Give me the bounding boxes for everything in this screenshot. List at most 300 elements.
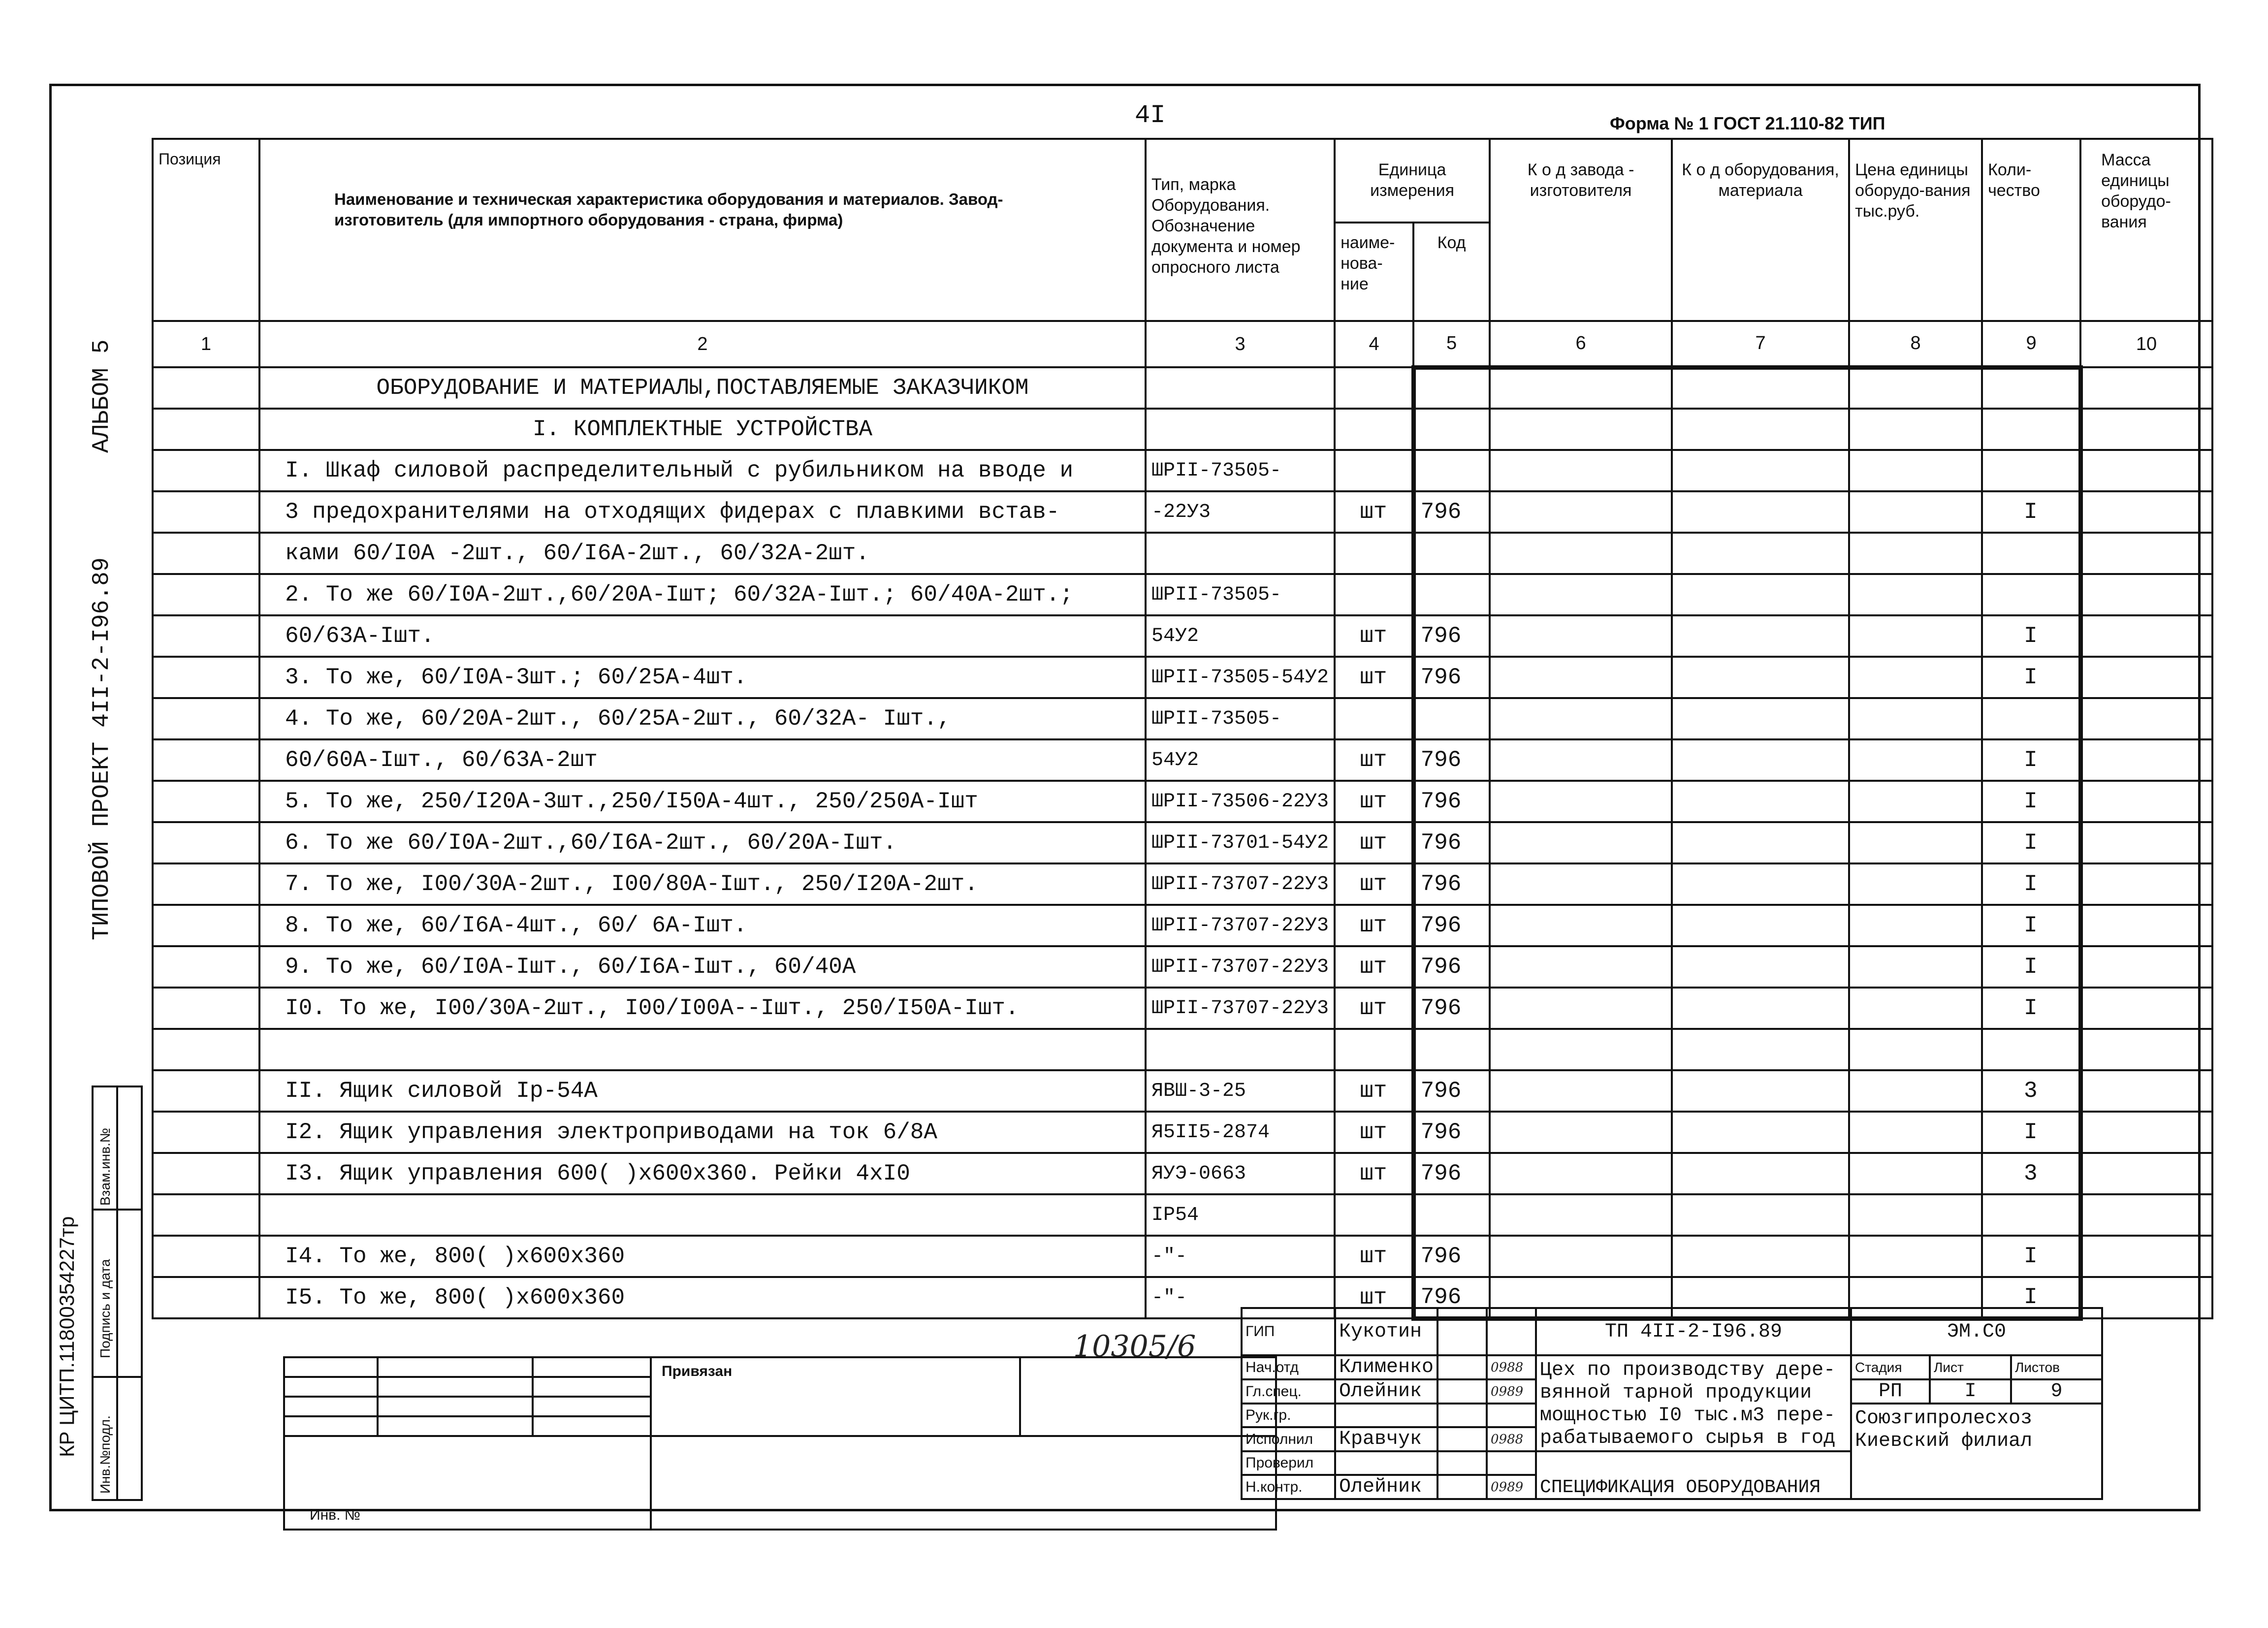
plant-code-cell (1490, 491, 1672, 533)
plant-code-cell (1490, 574, 1672, 615)
mass-cell (2080, 409, 2212, 450)
equip-code-cell (1672, 905, 1849, 946)
col-num: 8 (1849, 321, 1982, 367)
col-num: 4 (1335, 321, 1413, 367)
name-cell: 5. То же, 250/I20А-3шт.,250/I50А-4шт., 250/250А-Iшт (259, 781, 1146, 822)
pos-cell (153, 863, 259, 905)
plant-code-cell (1490, 863, 1672, 905)
unit-code-cell: 796 (1413, 988, 1490, 1029)
unit-cell (1335, 574, 1413, 615)
stamp-signature (1437, 1404, 1487, 1427)
table-row (153, 781, 2212, 822)
stamp-signature (1437, 1475, 1487, 1499)
type-cell (1146, 533, 1335, 574)
type-cell: ШРII-73505- (1146, 574, 1335, 615)
price-cell (1849, 1112, 1982, 1153)
unit-cell (1335, 1194, 1413, 1236)
mass-cell (2080, 781, 2212, 822)
inv-podl-label: Инв.№подл. (97, 1415, 113, 1494)
price-cell (1849, 698, 1982, 739)
col-num: 2 (259, 321, 1146, 367)
col-num: 6 (1490, 321, 1672, 367)
equip-code-cell (1672, 1070, 1849, 1112)
type-cell (1146, 367, 1335, 409)
name-cell: 60/60А-Iшт., 60/63А-2шт (259, 739, 1146, 781)
equip-code-cell (1672, 698, 1849, 739)
copy-code: КР ЦИТП.11800354227тр (55, 1216, 78, 1457)
name-cell: 7. То же, I00/30А-2шт., I00/80А-Iшт., 250/I20А-2шт. (259, 863, 1146, 905)
stamp-row (1242, 1355, 2102, 1379)
name-cell: 60/63А-Iшт. (259, 615, 1146, 657)
equip-code-cell (1672, 863, 1849, 905)
table-row (153, 1236, 2212, 1277)
mass-cell (2080, 739, 2212, 781)
table-row (153, 533, 2212, 574)
equip-code-cell (1672, 946, 1849, 988)
stamp-signature (1437, 1451, 1487, 1475)
qty-cell: I (1982, 905, 2080, 946)
header-plant-code: К о д завода - изготовителя (1490, 139, 1672, 321)
price-cell (1849, 409, 1982, 450)
pos-cell (153, 1277, 259, 1318)
table-row (153, 988, 2212, 1029)
qty-cell: I (1982, 988, 2080, 1029)
plant-code-cell (1490, 822, 1672, 863)
unit-cell: шт (1335, 491, 1413, 533)
privyazan-block (283, 1356, 1277, 1531)
table-row (153, 450, 2212, 491)
plant-code-cell (1490, 1153, 1672, 1194)
name-cell: I5. То же, 800( )х600х360 (259, 1277, 1146, 1318)
name-cell: ками 60/I0А -2шт., 60/I6А-2шт., 60/32А-2шт. (259, 533, 1146, 574)
header-price: Цена единицы оборудо-вания тыс.руб. (1849, 139, 1982, 321)
column-number-row (153, 321, 2212, 367)
price-cell (1849, 1070, 1982, 1112)
unit-code-cell (1413, 1194, 1490, 1236)
qty-cell (1982, 698, 2080, 739)
qty-cell: I (1982, 739, 2080, 781)
qty-cell: 3 (1982, 1153, 2080, 1194)
unit-cell: шт (1335, 863, 1413, 905)
pos-cell (153, 1153, 259, 1194)
type-cell: ШРII-73505-54У2 (1146, 657, 1335, 698)
type-cell: 54У2 (1146, 739, 1335, 781)
name-cell: I4. То же, 800( )х600х360 (259, 1236, 1146, 1277)
stamp-date: 0988 (1487, 1355, 1536, 1379)
unit-code-cell: 796 (1413, 1070, 1490, 1112)
pos-cell (153, 533, 259, 574)
mass-cell (2080, 574, 2212, 615)
plant-code-cell (1490, 1194, 1672, 1236)
type-cell: ШРII-73707-22У3 (1146, 946, 1335, 988)
unit-code-cell (1413, 367, 1490, 409)
object-title-line: вянной тарной продукции (1540, 1382, 1812, 1404)
price-cell (1849, 1194, 1982, 1236)
type-cell: -"- (1146, 1277, 1335, 1318)
qty-cell: I (1982, 657, 2080, 698)
pos-cell (153, 491, 259, 533)
unit-cell: шт (1335, 1112, 1413, 1153)
qty-cell: I (1982, 491, 2080, 533)
plant-code-cell (1490, 450, 1672, 491)
col-num: 5 (1413, 321, 1490, 367)
mass-cell (2080, 491, 2212, 533)
type-cell: ШРII-73707-22У3 (1146, 863, 1335, 905)
plant-code-cell (1490, 905, 1672, 946)
unit-code-cell: 796 (1413, 1112, 1490, 1153)
stamp-date: 0989 (1487, 1379, 1536, 1404)
pos-cell (153, 1070, 259, 1112)
stamp-name: Олейник (1335, 1475, 1437, 1499)
object-title-line: Цех по производству дере- (1540, 1359, 1836, 1381)
specification-table (152, 138, 2213, 1321)
pos-cell (153, 450, 259, 491)
stamp-signature (1437, 1427, 1487, 1451)
type-cell: -22У3 (1146, 491, 1335, 533)
equip-code-cell (1672, 615, 1849, 657)
unit-cell: шт (1335, 1277, 1413, 1318)
name-cell (259, 1194, 1146, 1236)
price-cell (1849, 450, 1982, 491)
unit-cell: шт (1335, 905, 1413, 946)
podpis-data-label: Подпись и дата (97, 1259, 113, 1358)
unit-code-cell: 796 (1413, 657, 1490, 698)
stadia-label: Стадия (1851, 1355, 1930, 1379)
equip-code-cell (1672, 1236, 1849, 1277)
type-cell: IР54 (1146, 1194, 1335, 1236)
mass-cell (2080, 1153, 2212, 1194)
name-cell: I. КОМПЛЕКТНЫЕ УСТРОЙСТВА (259, 409, 1146, 450)
podpis-data-cell (93, 1210, 117, 1377)
unit-code-cell (1413, 533, 1490, 574)
stamp-name: Клименко (1335, 1355, 1437, 1379)
col-num: 9 (1982, 321, 2080, 367)
stadia-value: РП (1851, 1379, 1930, 1404)
mass-cell (2080, 1236, 2212, 1277)
plant-code-cell (1490, 1112, 1672, 1153)
vzam-inv-label: Взам.инв.№ (97, 1128, 113, 1206)
object-title-line: мощностью I0 тыс.м3 пере- (1540, 1405, 1836, 1427)
equip-code-cell (1672, 450, 1849, 491)
unit-code-cell: 796 (1413, 1277, 1490, 1318)
stamp-role: Нач.отд (1242, 1355, 1335, 1379)
vzam-inv-cell (93, 1086, 117, 1210)
price-cell (1849, 367, 1982, 409)
header-equip-code: К о д оборудования, материала (1672, 139, 1849, 321)
pos-cell (153, 657, 259, 698)
name-cell: I3. Ящик управления 600( )х600х360. Рейки 4хI0 (259, 1153, 1146, 1194)
type-cell: ШРII-73505- (1146, 450, 1335, 491)
stamp-date (1487, 1308, 1536, 1355)
stamp-name: Олейник (1335, 1379, 1437, 1404)
stamp-name (1335, 1404, 1437, 1427)
unit-code-cell: 796 (1413, 905, 1490, 946)
qty-cell (1982, 450, 2080, 491)
organization-line: Союзгипролесхоз (1855, 1407, 2033, 1430)
unit-code-cell: 796 (1413, 863, 1490, 905)
header-position: Позиция (153, 139, 259, 321)
name-cell: 2. То же 60/I0А-2шт.,60/20А-Iшт; 60/32А-Iшт.; 60/40А-2шт.; (259, 574, 1146, 615)
header-name: Наименование и техническая характеристика оборудования и материалов. Завод-изготовитель (для импортного оборудования - страна, фирма) (259, 139, 1146, 321)
project-label: ТИПОВОЙ ПРОЕКТ 4II-2-I96.89 (89, 557, 115, 940)
mass-cell (2080, 1029, 2212, 1070)
stamp-date: 0988 (1487, 1427, 1536, 1451)
stamp-signature (1437, 1355, 1487, 1379)
document-title: СПЕЦИФИКАЦИЯ ОБОРУДОВАНИЯ (1536, 1451, 1851, 1499)
name-cell (259, 1029, 1146, 1070)
unit-code-cell: 796 (1413, 946, 1490, 988)
plant-code-cell (1490, 739, 1672, 781)
type-cell (1146, 1029, 1335, 1070)
price-cell (1849, 533, 1982, 574)
table-row (153, 863, 2212, 905)
name-cell: I2. Ящик управления электроприводами на ток 6/8А (259, 1112, 1146, 1153)
table-row (153, 657, 2212, 698)
qty-cell: 3 (1982, 1070, 2080, 1112)
pos-cell (153, 409, 259, 450)
table-row (153, 1029, 2212, 1070)
form-label: Форма № 1 ГОСТ 21.110-82 ТИП (1610, 113, 1885, 133)
stamp-role: Рук.гр. (1242, 1404, 1335, 1427)
qty-cell: I (1982, 863, 2080, 905)
qty-cell (1982, 409, 2080, 450)
qty-cell: I (1982, 781, 2080, 822)
unit-cell: шт (1335, 822, 1413, 863)
table-row (153, 1153, 2212, 1194)
equip-code-cell (1672, 822, 1849, 863)
mass-cell (2080, 946, 2212, 988)
stamp-role: Исполнил (1242, 1427, 1335, 1451)
name-cell: I0. То же, I00/30А-2шт., I00/I00А--Iшт., 250/I50А-Iшт. (259, 988, 1146, 1029)
table-row (153, 1112, 2212, 1153)
mass-cell (2080, 1194, 2212, 1236)
specification-body (153, 367, 2212, 1318)
equip-code-cell (1672, 533, 1849, 574)
table-row (153, 698, 2212, 739)
unit-code-cell: 796 (1413, 1236, 1490, 1277)
stamp-role: ГИП (1242, 1308, 1335, 1355)
plant-code-cell (1490, 946, 1672, 988)
unit-cell: шт (1335, 946, 1413, 988)
unit-cell: шт (1335, 739, 1413, 781)
title-block (1241, 1307, 2103, 1500)
mass-cell (2080, 1070, 2212, 1112)
unit-code-cell (1413, 574, 1490, 615)
unit-cell: шт (1335, 1236, 1413, 1277)
qty-cell (1982, 1194, 2080, 1236)
unit-code-cell: 796 (1413, 739, 1490, 781)
col-num: 3 (1146, 321, 1335, 367)
plant-code-cell (1490, 533, 1672, 574)
price-cell (1849, 1029, 1982, 1070)
plant-code-cell (1490, 1070, 1672, 1112)
album-label: АЛЬБОМ 5 (89, 339, 115, 453)
price-cell (1849, 822, 1982, 863)
equip-code-cell (1672, 1029, 1849, 1070)
price-cell (1849, 946, 1982, 988)
header-qty: Коли-чество (1982, 139, 2080, 321)
equip-code-cell (1672, 1112, 1849, 1153)
type-cell: ЯВШ-3-25 (1146, 1070, 1335, 1112)
price-cell (1849, 574, 1982, 615)
pos-cell (153, 781, 259, 822)
plant-code-cell (1490, 615, 1672, 657)
unit-cell (1335, 698, 1413, 739)
object-title-line: рабатываемого сырья в год (1540, 1427, 1836, 1449)
stamp-date (1487, 1404, 1536, 1427)
mass-cell (2080, 905, 2212, 946)
price-cell (1849, 1153, 1982, 1194)
plant-code-cell (1490, 1029, 1672, 1070)
mass-cell (2080, 615, 2212, 657)
stamp-role: Проверил (1242, 1451, 1335, 1475)
unit-code-cell: 796 (1413, 491, 1490, 533)
unit-cell: шт (1335, 1153, 1413, 1194)
table-row (153, 574, 2212, 615)
equip-code-cell (1672, 988, 1849, 1029)
name-cell: ОБОРУДОВАНИЕ И МАТЕРИАЛЫ,ПОСТАВЛЯЕМЫЕ ЗАКАЗЧИКОМ (259, 367, 1146, 409)
price-cell (1849, 491, 1982, 533)
approval-sidebox (92, 1085, 143, 1501)
unit-code-cell: 796 (1413, 822, 1490, 863)
doc-code: ТП 4II-2-I96.89 (1536, 1308, 1851, 1355)
privyazan-label: Привязан (651, 1357, 1020, 1436)
list-value: I (1930, 1379, 2011, 1404)
pos-cell (153, 574, 259, 615)
stamp-date (1487, 1451, 1536, 1475)
table-row (153, 905, 2212, 946)
organization (1851, 1404, 2102, 1499)
price-cell (1849, 615, 1982, 657)
mass-cell (2080, 698, 2212, 739)
pos-cell (153, 698, 259, 739)
equip-code-cell (1672, 367, 1849, 409)
type-cell: 54У2 (1146, 615, 1335, 657)
equip-code-cell (1672, 739, 1849, 781)
pos-cell (153, 739, 259, 781)
type-cell: ШРII-73505- (1146, 698, 1335, 739)
table-row (153, 1194, 2212, 1236)
name-cell: 9. То же, 60/I0А-Iшт., 60/I6А-Iшт., 60/40А (259, 946, 1146, 988)
unit-code-cell: 796 (1413, 1153, 1490, 1194)
sheet-code: ЭМ.С0 (1851, 1308, 2102, 1355)
price-cell (1849, 781, 1982, 822)
type-cell: ШРII-73707-22У3 (1146, 905, 1335, 946)
pos-cell (153, 988, 259, 1029)
equip-code-cell (1672, 1153, 1849, 1194)
name-cell: 6. То же 60/I0А-2шт.,60/I6А-2шт., 60/20А-Iшт. (259, 822, 1146, 863)
price-cell (1849, 657, 1982, 698)
header-unit: Единица измерения (1335, 139, 1490, 223)
stamp-row (1242, 1308, 2102, 1355)
equip-code-cell (1672, 409, 1849, 450)
section-row (153, 409, 2212, 450)
organization-line: Киевский филиал (1855, 1430, 2033, 1452)
unit-code-cell (1413, 1029, 1490, 1070)
unit-code-cell: 796 (1413, 781, 1490, 822)
header-mass: Масса единицы оборудо-вания (2080, 139, 2212, 321)
col-num: 7 (1672, 321, 1849, 367)
price-cell (1849, 988, 1982, 1029)
unit-cell (1335, 1029, 1413, 1070)
pos-cell (153, 1236, 259, 1277)
listov-label: Листов (2011, 1355, 2102, 1379)
pos-cell (153, 615, 259, 657)
equip-code-cell (1672, 781, 1849, 822)
unit-code-cell (1413, 698, 1490, 739)
price-cell (1849, 739, 1982, 781)
handwritten-number: 10305/6 (1073, 1329, 1196, 1364)
table-row (153, 946, 2212, 988)
qty-cell (1982, 367, 2080, 409)
qty-cell (1982, 533, 2080, 574)
object-title (1536, 1355, 1851, 1451)
list-label: Лист (1930, 1355, 2011, 1379)
listov-value: 9 (2011, 1379, 2102, 1404)
col-num: 1 (153, 321, 259, 367)
qty-cell: I (1982, 1236, 2080, 1277)
qty-cell: I (1982, 1112, 2080, 1153)
price-cell (1849, 1236, 1982, 1277)
pos-cell (153, 822, 259, 863)
type-cell: ШРII-73707-22У3 (1146, 988, 1335, 1029)
type-cell (1146, 409, 1335, 450)
unit-cell: шт (1335, 988, 1413, 1029)
table-row (153, 1070, 2212, 1112)
qty-cell: I (1982, 946, 2080, 988)
stamp-name: Кукотин (1335, 1308, 1437, 1355)
plant-code-cell (1490, 781, 1672, 822)
pos-cell (153, 1029, 259, 1070)
qty-cell (1982, 574, 2080, 615)
type-cell: ЯУЭ-0663 (1146, 1153, 1335, 1194)
name-cell: 8. То же, 60/I6А-4шт., 60/ 6А-Iшт. (259, 905, 1146, 946)
mass-cell (2080, 367, 2212, 409)
equip-code-cell (1672, 657, 1849, 698)
type-cell: ШРII-73701-54У2 (1146, 822, 1335, 863)
unit-cell: шт (1335, 657, 1413, 698)
mass-cell (2080, 657, 2212, 698)
pos-cell (153, 1112, 259, 1153)
stamp-name (1335, 1451, 1437, 1475)
header-unit-code: Код (1413, 223, 1490, 321)
pos-cell (153, 1194, 259, 1236)
table-row (153, 739, 2212, 781)
stamp-signature (1437, 1379, 1487, 1404)
page-number: 4I (1135, 101, 1166, 130)
mass-cell (2080, 988, 2212, 1029)
unit-cell (1335, 367, 1413, 409)
table-row (153, 615, 2212, 657)
pos-cell (153, 946, 259, 988)
mass-cell (2080, 533, 2212, 574)
unit-cell: шт (1335, 1070, 1413, 1112)
equip-code-cell (1672, 491, 1849, 533)
price-cell (1849, 863, 1982, 905)
stamp-role: Н.контр. (1242, 1475, 1335, 1499)
unit-code-cell (1413, 450, 1490, 491)
table-row (153, 491, 2212, 533)
unit-code-cell (1413, 409, 1490, 450)
qty-cell (1982, 1029, 2080, 1070)
qty-cell: I (1982, 822, 2080, 863)
equip-code-cell (1672, 574, 1849, 615)
mass-cell (2080, 822, 2212, 863)
mass-cell (2080, 450, 2212, 491)
stamp-date: 0989 (1487, 1475, 1536, 1499)
plant-code-cell (1490, 409, 1672, 450)
plant-code-cell (1490, 367, 1672, 409)
